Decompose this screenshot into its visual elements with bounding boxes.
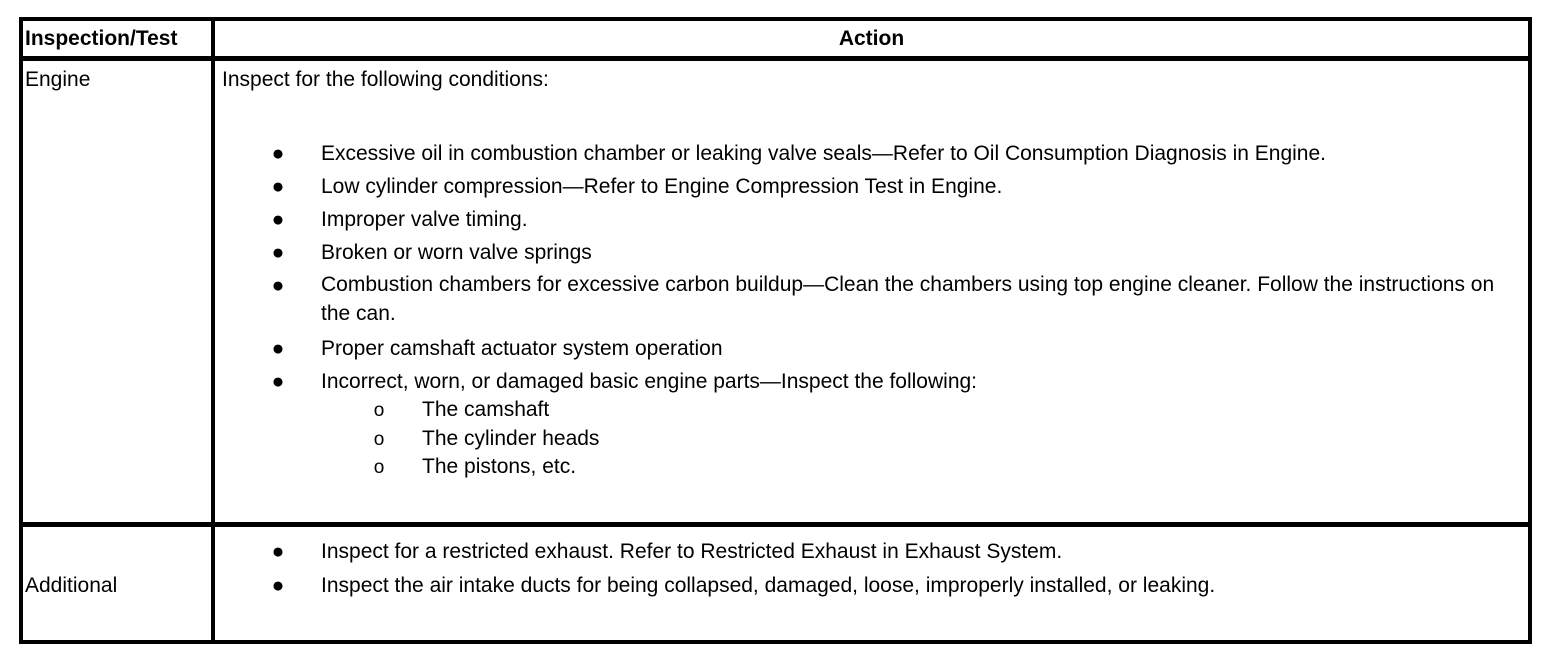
engine-item-3: Improper valve timing. (321, 208, 528, 231)
bullet-icon: ● (271, 370, 285, 393)
column-divider (211, 17, 215, 644)
engine-subitem-1: The camshaft (422, 398, 550, 421)
bullet-icon: ● (271, 274, 285, 297)
bullet-icon: ● (271, 241, 285, 264)
engine-subitem-3: The pistons, etc. (422, 455, 577, 478)
row-label-engine: Engine (25, 68, 91, 91)
bullet-icon: ● (271, 208, 285, 231)
row-divider (19, 522, 1532, 527)
header-inspection-test: Inspection/Test (25, 27, 178, 50)
header-action: Action (838, 27, 905, 50)
row-label-additional: Additional (25, 574, 118, 597)
bullet-icon: ● (271, 337, 285, 360)
additional-item-2: Inspect the air intake ducts for being collapsed, damaged, loose, improperly installed, or leaking. (321, 574, 1216, 597)
bullet-icon: ● (271, 540, 285, 563)
engine-intro: Inspect for the following conditions: (222, 68, 549, 91)
engine-item-1: Excessive oil in combustion chamber or leaking valve seals—Refer to Oil Consumption Diagnosis in Engine. (321, 142, 1326, 165)
sub-bullet-icon: o (373, 400, 385, 421)
engine-item-5: Combustion chambers for excessive carbon buildup—Clean the chambers using top engine cleaner. Follow the instructions on the can. (321, 273, 1495, 325)
sub-bullet-icon: o (373, 457, 385, 478)
engine-item-2: Low cylinder compression—Refer to Engine Compression Test in Engine. (321, 175, 1003, 198)
bullet-icon: ● (271, 175, 285, 198)
additional-item-1: Inspect for a restricted exhaust. Refer to Restricted Exhaust in Exhaust System. (321, 540, 1063, 563)
sub-bullet-icon: o (373, 429, 385, 450)
engine-subitem-2: The cylinder heads (422, 427, 600, 450)
engine-item-6: Proper camshaft actuator system operation (321, 337, 723, 360)
bullet-icon: ● (271, 574, 285, 597)
header-divider (19, 56, 1532, 61)
engine-item-4: Broken or worn valve springs (321, 241, 592, 264)
engine-item-7: Incorrect, worn, or damaged basic engine parts—Inspect the following: (321, 370, 978, 393)
bullet-icon: ● (271, 142, 285, 165)
